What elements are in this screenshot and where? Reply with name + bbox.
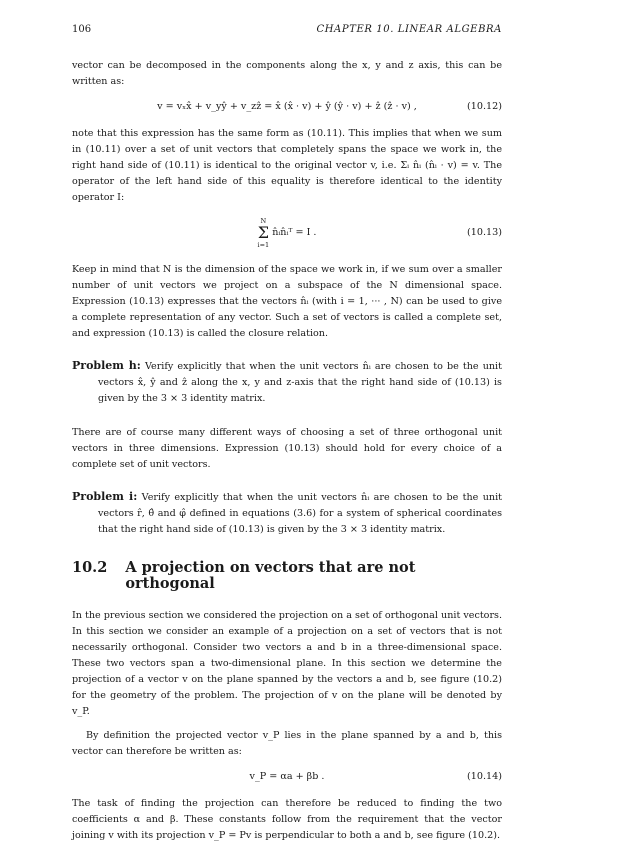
page	[72, 22, 502, 852]
page-header	[72, 22, 502, 38]
equation-body: n̂ᵢn̂ᵢᵀ = I .	[272, 227, 317, 238]
sum-upper-limit: N	[260, 217, 267, 225]
paragraph-5: In the previous section we considered the projection on a set of orthogonal unit vectors. In this section we consider an example of a projection on a set of vectors that is not necessarily orthogonal. Consider two vectors a and b in a three-dimensional space. These two vectors span a two-dimensional plane. In this section we determine the projection of a vector v on the plane spanned by the vectors a and b, see figure (10.2) for the geometry of the problem. The projection of v on the plane will be denoted by v_P.	[72, 610, 503, 717]
equation-number: (10.14)	[467, 771, 502, 782]
equation-10-12	[72, 98, 502, 116]
section-heading	[72, 560, 502, 592]
equation-10-14	[72, 768, 502, 786]
section-title: A projection on vectors that are not orthogonal	[125, 559, 416, 592]
paragraph-2: note that this expression has the same form as (10.11). This implies that when we sum in (10.11) over a set of unit vectors that completely spans the space we work in, the right hand side of (10.11) is identical to the original vector v, i.e. Σᵢ n̂ᵢ (n̂ᵢ · v) = v. The operator of the left hand side of this equality is therefore identical to the identity operator I:	[72, 128, 502, 203]
paragraph-1: vector can be decomposed in the components along the x, y and z axis, this can be written as:	[72, 60, 502, 87]
problem-label: Problem h:	[72, 359, 141, 372]
paragraph-7: The task of finding the projection can therefore be reduced to finding the two coefficients α and β. These constants follow from the requirement that the vector joining v with its projection v_P = Pv is perpendicular to both a and b, see figure (10.2).	[72, 798, 502, 841]
summation-symbol: N Σ i=1	[257, 217, 270, 249]
paragraph-6: By definition the projected vector v_P lies in the plane spanned by a and b, this vector can therefore be written as:	[72, 730, 502, 757]
equation-number: (10.13)	[467, 227, 502, 238]
paragraph-4: There are of course many different ways of choosing a set of three orthogonal unit vectors in three dimensions. Expression (10.13) should hold for every choice of a complete set of unit vectors.	[72, 427, 502, 470]
problem-h	[72, 358, 502, 407]
equation-10-13	[72, 214, 502, 252]
problem-text: Verify explicitly that when the unit vectors n̂ᵢ are chosen to be the unit vectors x̂, ŷ and ẑ along the x, y and z-axis that the right hand side of (10.13) is given by the 3 × 3 identity matrix.	[98, 361, 502, 404]
section-number: 10.2	[72, 559, 108, 576]
chapter-title: CHAPTER 10. LINEAR ALGEBRA	[316, 24, 502, 35]
equation-number: (10.12)	[467, 101, 502, 112]
problem-i	[72, 489, 502, 538]
page-number: 106	[72, 24, 92, 35]
problem-label: Problem i:	[72, 490, 138, 503]
equation-body: v_P = αa + βb .	[249, 771, 325, 782]
equation-body: v = vₓx̂ + v_yŷ + v_zẑ = x̂ (x̂ · v) + ŷ (ŷ · v) + ẑ (ẑ · v) ,	[157, 101, 417, 112]
problem-text: Verify explicitly that when the unit vectors n̂ᵢ are chosen to be the unit vectors r̂, θ̂ and φ̂ defined in equations (3.6) for a system of spherical coordinates that the right hand side of (10.13) is given by the 3 × 3 identity matrix.	[98, 492, 502, 535]
sum-lower-limit: i=1	[257, 241, 270, 249]
paragraph-3: Keep in mind that N is the dimension of the space we work in, if we sum over a smaller number of unit vectors we project on a subspace of the N dimensional space. Expression (10.13) expresses that the vectors n̂ᵢ (with i = 1, ··· , N) can be used to give a complete representation of any vector. Such a set of vectors is called a complete set, and expression (10.13) is called the closure relation.	[72, 264, 502, 339]
